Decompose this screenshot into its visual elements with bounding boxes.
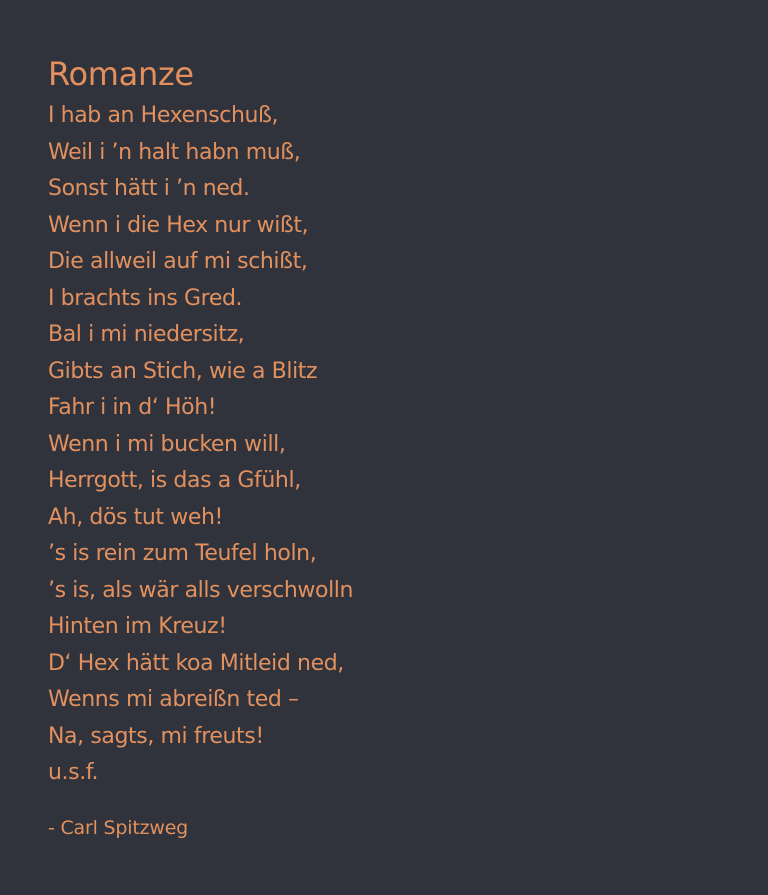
poem-line: Wenn i mi bucken will, <box>48 431 286 457</box>
poem-line: Hinten im Kreuz! <box>48 614 227 639</box>
poem-line: I hab an Hexenschuß, <box>48 103 279 128</box>
poem-line: Sonst hätt i ’n ned. <box>48 176 250 201</box>
poem-line: D‘ Hex hätt koa Mitleid ned, <box>48 650 344 676</box>
poem-line: Wenn i die Hex nur wißt, <box>48 212 309 238</box>
poem-line: ’s is rein zum Teufel holn, <box>48 541 317 566</box>
poem-line: u.s.f. <box>48 760 99 785</box>
poem-line: Die allweil auf mi schißt, <box>48 249 308 274</box>
poem-line: Wenns mi abreißn ted – <box>48 687 299 712</box>
poem-line: Gibts an Stich, wie a Blitz <box>48 358 318 384</box>
poem-line: ’s is, als wär alls verschwolln <box>48 577 354 603</box>
poem-line: Bal i mi niedersitz, <box>48 322 245 347</box>
poem-line: I brachts ins Gred. <box>48 285 243 311</box>
poem-line: Herrgott, is das a Gfühl, <box>48 468 301 493</box>
poem-body <box>48 98 720 792</box>
poem-line: Ah, dös tut weh! <box>48 504 223 530</box>
poem-author: - Carl Spitzweg <box>48 816 189 839</box>
poem-line: Fahr i in d‘ Höh! <box>48 395 217 420</box>
poem-line: Na, sagts, mi freuts! <box>48 723 264 749</box>
poem-title: Romanze <box>48 55 194 93</box>
poem-line: Weil i ’n halt habn muß, <box>48 139 301 165</box>
